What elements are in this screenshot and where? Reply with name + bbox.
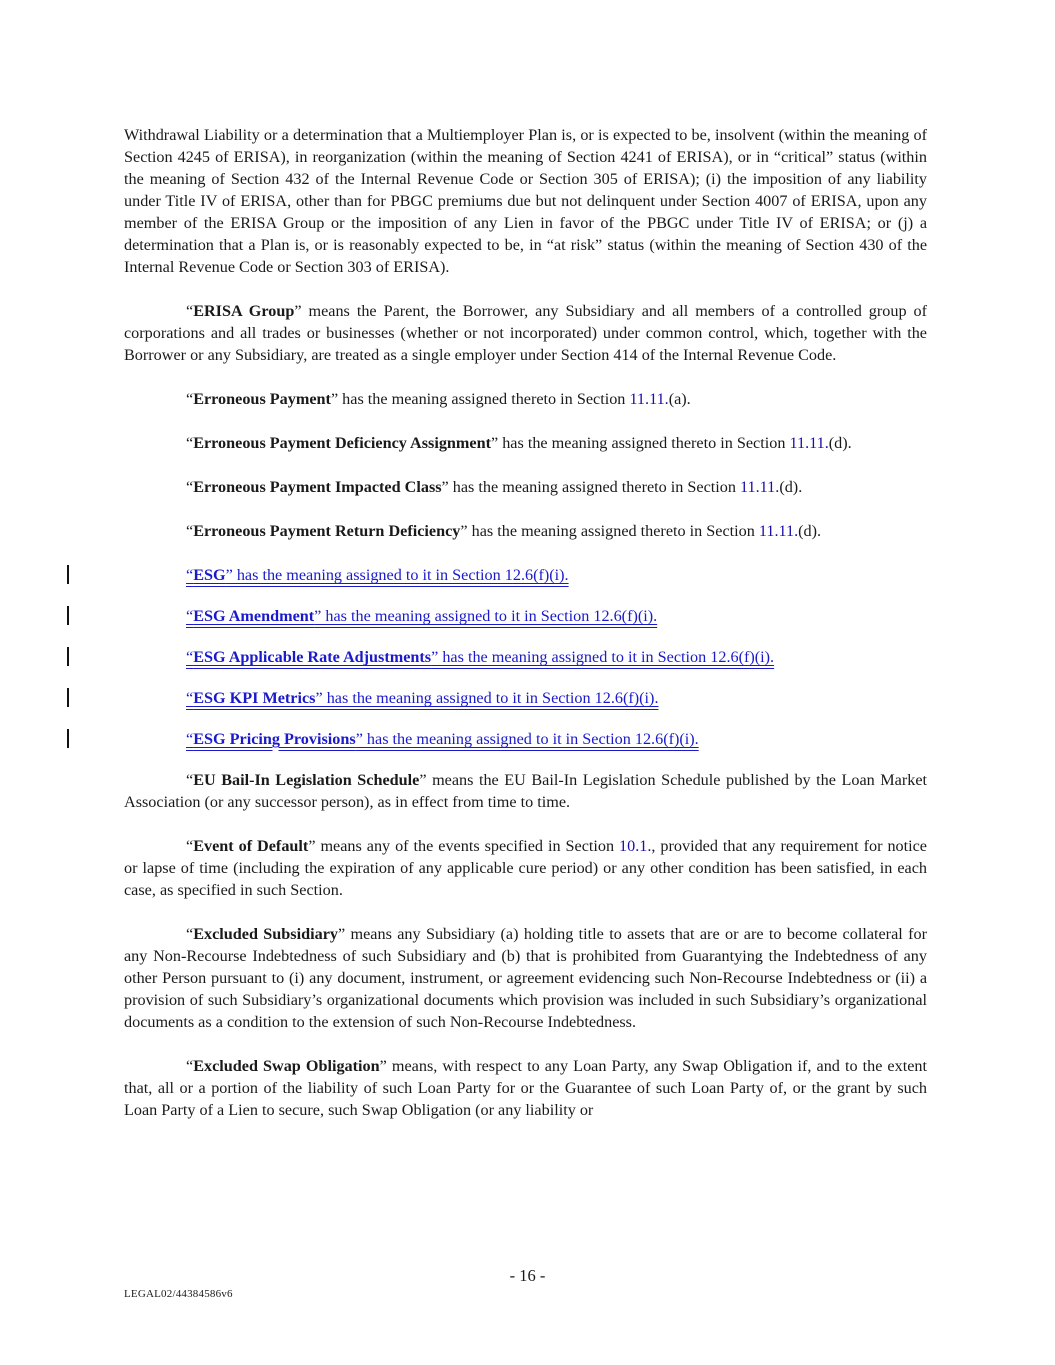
definition-esg-kpi-metrics-inserted: “ESG KPI Metrics” has the meaning assigned to it in Section 12.6(f)(i). <box>124 687 927 709</box>
section-link[interactable]: 11.11. <box>629 390 669 408</box>
change-bar <box>67 688 69 707</box>
section-link[interactable]: 11.11. <box>740 478 780 496</box>
change-bar <box>67 729 69 748</box>
intro-paragraph: Withdrawal Liability or a determination that a Multiemployer Plan is, or is expected to be, insolvent (within the meaning of Section 4245 of ERISA), in reorganization (within the meaning of Section 4241 of ERISA), or in “critical” status (within the meaning of Section 432 of the Internal Revenue Code or Section 305 of ERISA); (i) the imposition of any liability under Title IV of ERISA, other than for PBGC premiums due but not delinquent under Section 4007 of ERISA, upon any member of the ERISA Group or the imposition of any Lien in favor of the PBGC under Title IV of ERISA; or (j) a determination that a Plan is, or is reasonably expected to be, in “at risk” status (within the meaning of Section 430 of the Internal Revenue Code or Section 303 of ERISA). <box>124 126 927 276</box>
section-link[interactable]: 11.11. <box>758 522 799 540</box>
definition-event-of-default: “Event of Default” means any of the events specified in Section 10.1., provided that any requirement for notice or lapse of time (including the expiration of any applicable cure period) or any other condition has been satisfied, in each case, as specified in such Section. <box>124 837 927 899</box>
term: Event of Default <box>193 837 309 855</box>
document-id: LEGAL02/44384586v6 <box>124 1288 233 1300</box>
document-page <box>124 124 927 1143</box>
term: Erroneous Payment Return Deficiency <box>193 522 461 540</box>
term: Excluded Swap Obligation <box>193 1057 380 1075</box>
term: ERISA Group <box>193 302 295 320</box>
term: ESG KPI Metrics <box>193 689 316 707</box>
definition-erroneous-payment-deficiency-assignment: “Erroneous Payment Deficiency Assignment” has the meaning assigned thereto in Section 11.11.(d). <box>186 434 852 452</box>
definition-excluded-subsidiary: “Excluded Subsidiary” means any Subsidiary (a) holding title to assets that are or are to become collateral for any Non-Recourse Indebtedness of such Subsidiary and (b) that is prohibited from Guarantying the Indebtedness of any other Person pursuant to (i) any document, instrument, or agreement evidencing such Non-Recourse Indebtedness or (ii) a provision of such Subsidiary’s organizational documents which provision was included in such Subsidiary’s organizational documents as a condition to the extension of such Non-Recourse Indebtedness. <box>124 925 927 1031</box>
change-bar <box>67 647 69 666</box>
term: EU Bail-In Legislation Schedule <box>193 771 420 789</box>
change-bar <box>67 565 69 584</box>
definition-esg-inserted: “ESG” has the meaning assigned to it in Section 12.6(f)(i). <box>124 564 927 586</box>
term: ESG Applicable Rate Adjustments <box>193 648 432 666</box>
page-number: - 16 - <box>509 1266 546 1285</box>
term: ESG <box>193 566 226 584</box>
definition-esg-applicable-rate-adjustments-inserted: “ESG Applicable Rate Adjustments” has the meaning assigned to it in Section 12.6(f)(i). <box>124 646 927 668</box>
term: Erroneous Payment Deficiency Assignment <box>193 434 491 452</box>
change-bar <box>67 606 69 625</box>
definition-eu-bail-in-legislation-schedule: “EU Bail-In Legislation Schedule” means the EU Bail-In Legislation Schedule published by the Loan Market Association (or any successor person), as in effect from time to time. <box>124 771 928 811</box>
definition-excluded-swap-obligation: “Excluded Swap Obligation” means, with respect to any Loan Party, any Swap Obligation if, and to the extent that, all or a portion of the liability of such Loan Party for or the Guarantee of such Loan Party of, or the grant by such Loan Party of a Lien to secure, such Swap Obligation (or any liability or <box>124 1057 927 1119</box>
term: Excluded Subsidiary <box>193 925 338 943</box>
definition-esg-amendment-inserted: “ESG Amendment” has the meaning assigned to it in Section 12.6(f)(i). <box>124 605 927 627</box>
definition-esg-pricing-provisions-inserted: “ESG Pricing Provisions” has the meaning assigned to it in Section 12.6(f)(i). <box>124 728 927 750</box>
definition-erisa-group: “ERISA Group” means the Parent, the Borrower, any Subsidiary and all members of a controlled group of corporations and all trades or businesses (whether or not incorporated) under common control, which, together with the Borrower or any Subsidiary, are treated as a single employer under Section 414 of the Internal Revenue Code. <box>124 302 927 364</box>
section-link[interactable]: 10.1. <box>619 837 652 855</box>
definition-erroneous-payment-return-deficiency: “Erroneous Payment Return Deficiency” has the meaning assigned thereto in Section 11.11.(d). <box>186 522 822 540</box>
definition-erroneous-payment-impacted-class: “Erroneous Payment Impacted Class” has the meaning assigned thereto in Section 11.11.(d). <box>186 478 803 496</box>
term: ESG Amendment <box>193 607 315 625</box>
definition-erroneous-payment: “Erroneous Payment” has the meaning assigned thereto in Section 11.11.(a). <box>186 390 691 408</box>
section-link[interactable]: 11.11. <box>789 434 829 452</box>
term: ESG Pricing Provisions <box>193 730 356 748</box>
term: Erroneous Payment Impacted Class <box>193 478 442 496</box>
term: Erroneous Payment <box>193 390 331 408</box>
